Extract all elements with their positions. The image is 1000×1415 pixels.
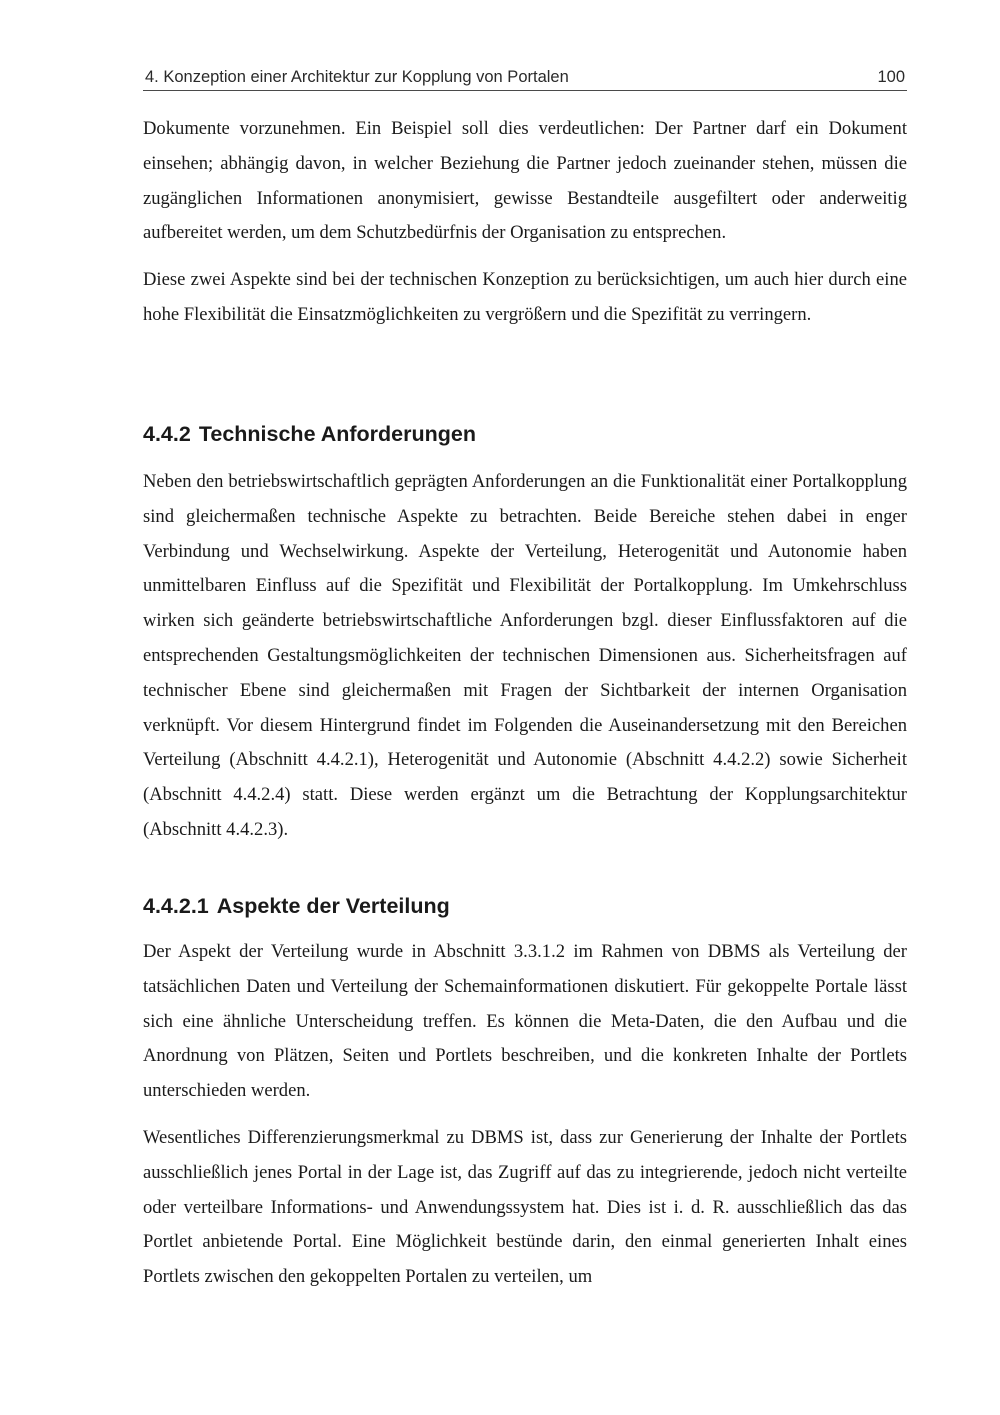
running-header [143,66,907,91]
paragraph-technical-requirements: Neben den betriebswirtschaftlich geprägten Anforderungen an die Funktionalität einer Portalkopplung sind gleichermaßen technische Aspekte zu betrachten. Beide Bereiche stehen dabei in enger Verbindung und Wechselwirkung. Aspekte der Verteilung, Heterogenität und Autonomie haben unmittelbaren Einfluss auf die Spezifität und Flexibilität der Portalkopplung. Im Umkehrschluss wirken sich geänderte betriebswirtschaftliche Anforderungen bzgl. dieser Einflussfaktoren auf die entsprechenden Gestaltungsmöglichkeiten der technischen Dimensionen aus. Sicherheitsfragen auf technischer Ebene sind gleichermaßen mit Fragen der Sichtbarkeit der internen Organisation verknüpft. Vor diesem Hintergrund findet im Folgenden die Auseinandersetzung mit den Bereichen Verteilung (Abschnitt 4.4.2.1), Heterogenität und Autonomie (Abschnitt 4.4.2.2) sowie Sicherheit (Abschnitt 4.4.2.4) statt. Diese werden ergänzt um die Betrachtung der Kopplungsarchitektur (Abschnitt 4.4.2.3). [143,471,907,840]
paragraph-distribution-aspect: Der Aspekt der Verteilung wurde in Abschnitt 3.3.1.2 im Rahmen von DBMS als Verteilung der tatsächlichen Daten und Verteilung der Schemainformationen diskutiert. Für gekoppelte Portale lässt sich eine ähnliche Unterscheidung treffen. Es können die Meta-Daten, die den Aufbau und die Anordnung von Plätzen, Seiten und Portlets beschreiben, und die konkreten Inhalte der Portlets unterschieden werden. [143,941,907,1102]
section-title: Technische Anforderungen [198,422,476,446]
section-number: 4.4.2.1 [143,894,209,918]
paragraph-differentiation: Wesentliches Differenzierungsmerkmal zu DBMS ist, dass zur Generierung der Inhalte der Portlets ausschließlich jenes Portal in der Lage ist, das Zugriff auf das zu integrierende, jedoch nicht verteilte oder verteilbare Informations- und Anwendungssystem hat. Dies ist i. d. R. ausschließlich das das Portlet anbietende Portal. Eine Möglichkeit bestünde darin, den einmal generierten Inhalt eines Portlets zwischen den gekoppelten Portalen zu verteilen, um [143,1127,907,1288]
section-heading-4-4-2 [143,422,476,447]
section-number: 4.4.2 [143,422,191,446]
section-heading-4-4-2-1 [143,894,450,919]
paragraph-protection-need: Dokumente vorzunehmen. Ein Beispiel soll dies verdeutlichen: Der Partner darf ein Dokument einsehen; abhängig davon, in welcher Beziehung die Partner jedoch zueinander stehen, müssen die zugänglichen Informationen anonymisiert, gewisse Bestandteile ausgefiltert oder anderweitig aufbereitet werden, um dem Schutzbedürfnis der Organisation zu entsprechen. [143,118,907,244]
page-number: 100 [877,68,905,86]
section-title: Aspekte der Verteilung [216,894,450,918]
chapter-title: 4. Konzeption einer Architektur zur Kopplung von Portalen [145,68,569,86]
paragraph-two-aspects: Diese zwei Aspekte sind bei der technischen Konzeption zu berücksichtigen, um auch hier durch eine hohe Flexibilität die Einsatzmöglichkeiten zu vergrößern und die Spezifität zu verringern. [143,269,907,325]
